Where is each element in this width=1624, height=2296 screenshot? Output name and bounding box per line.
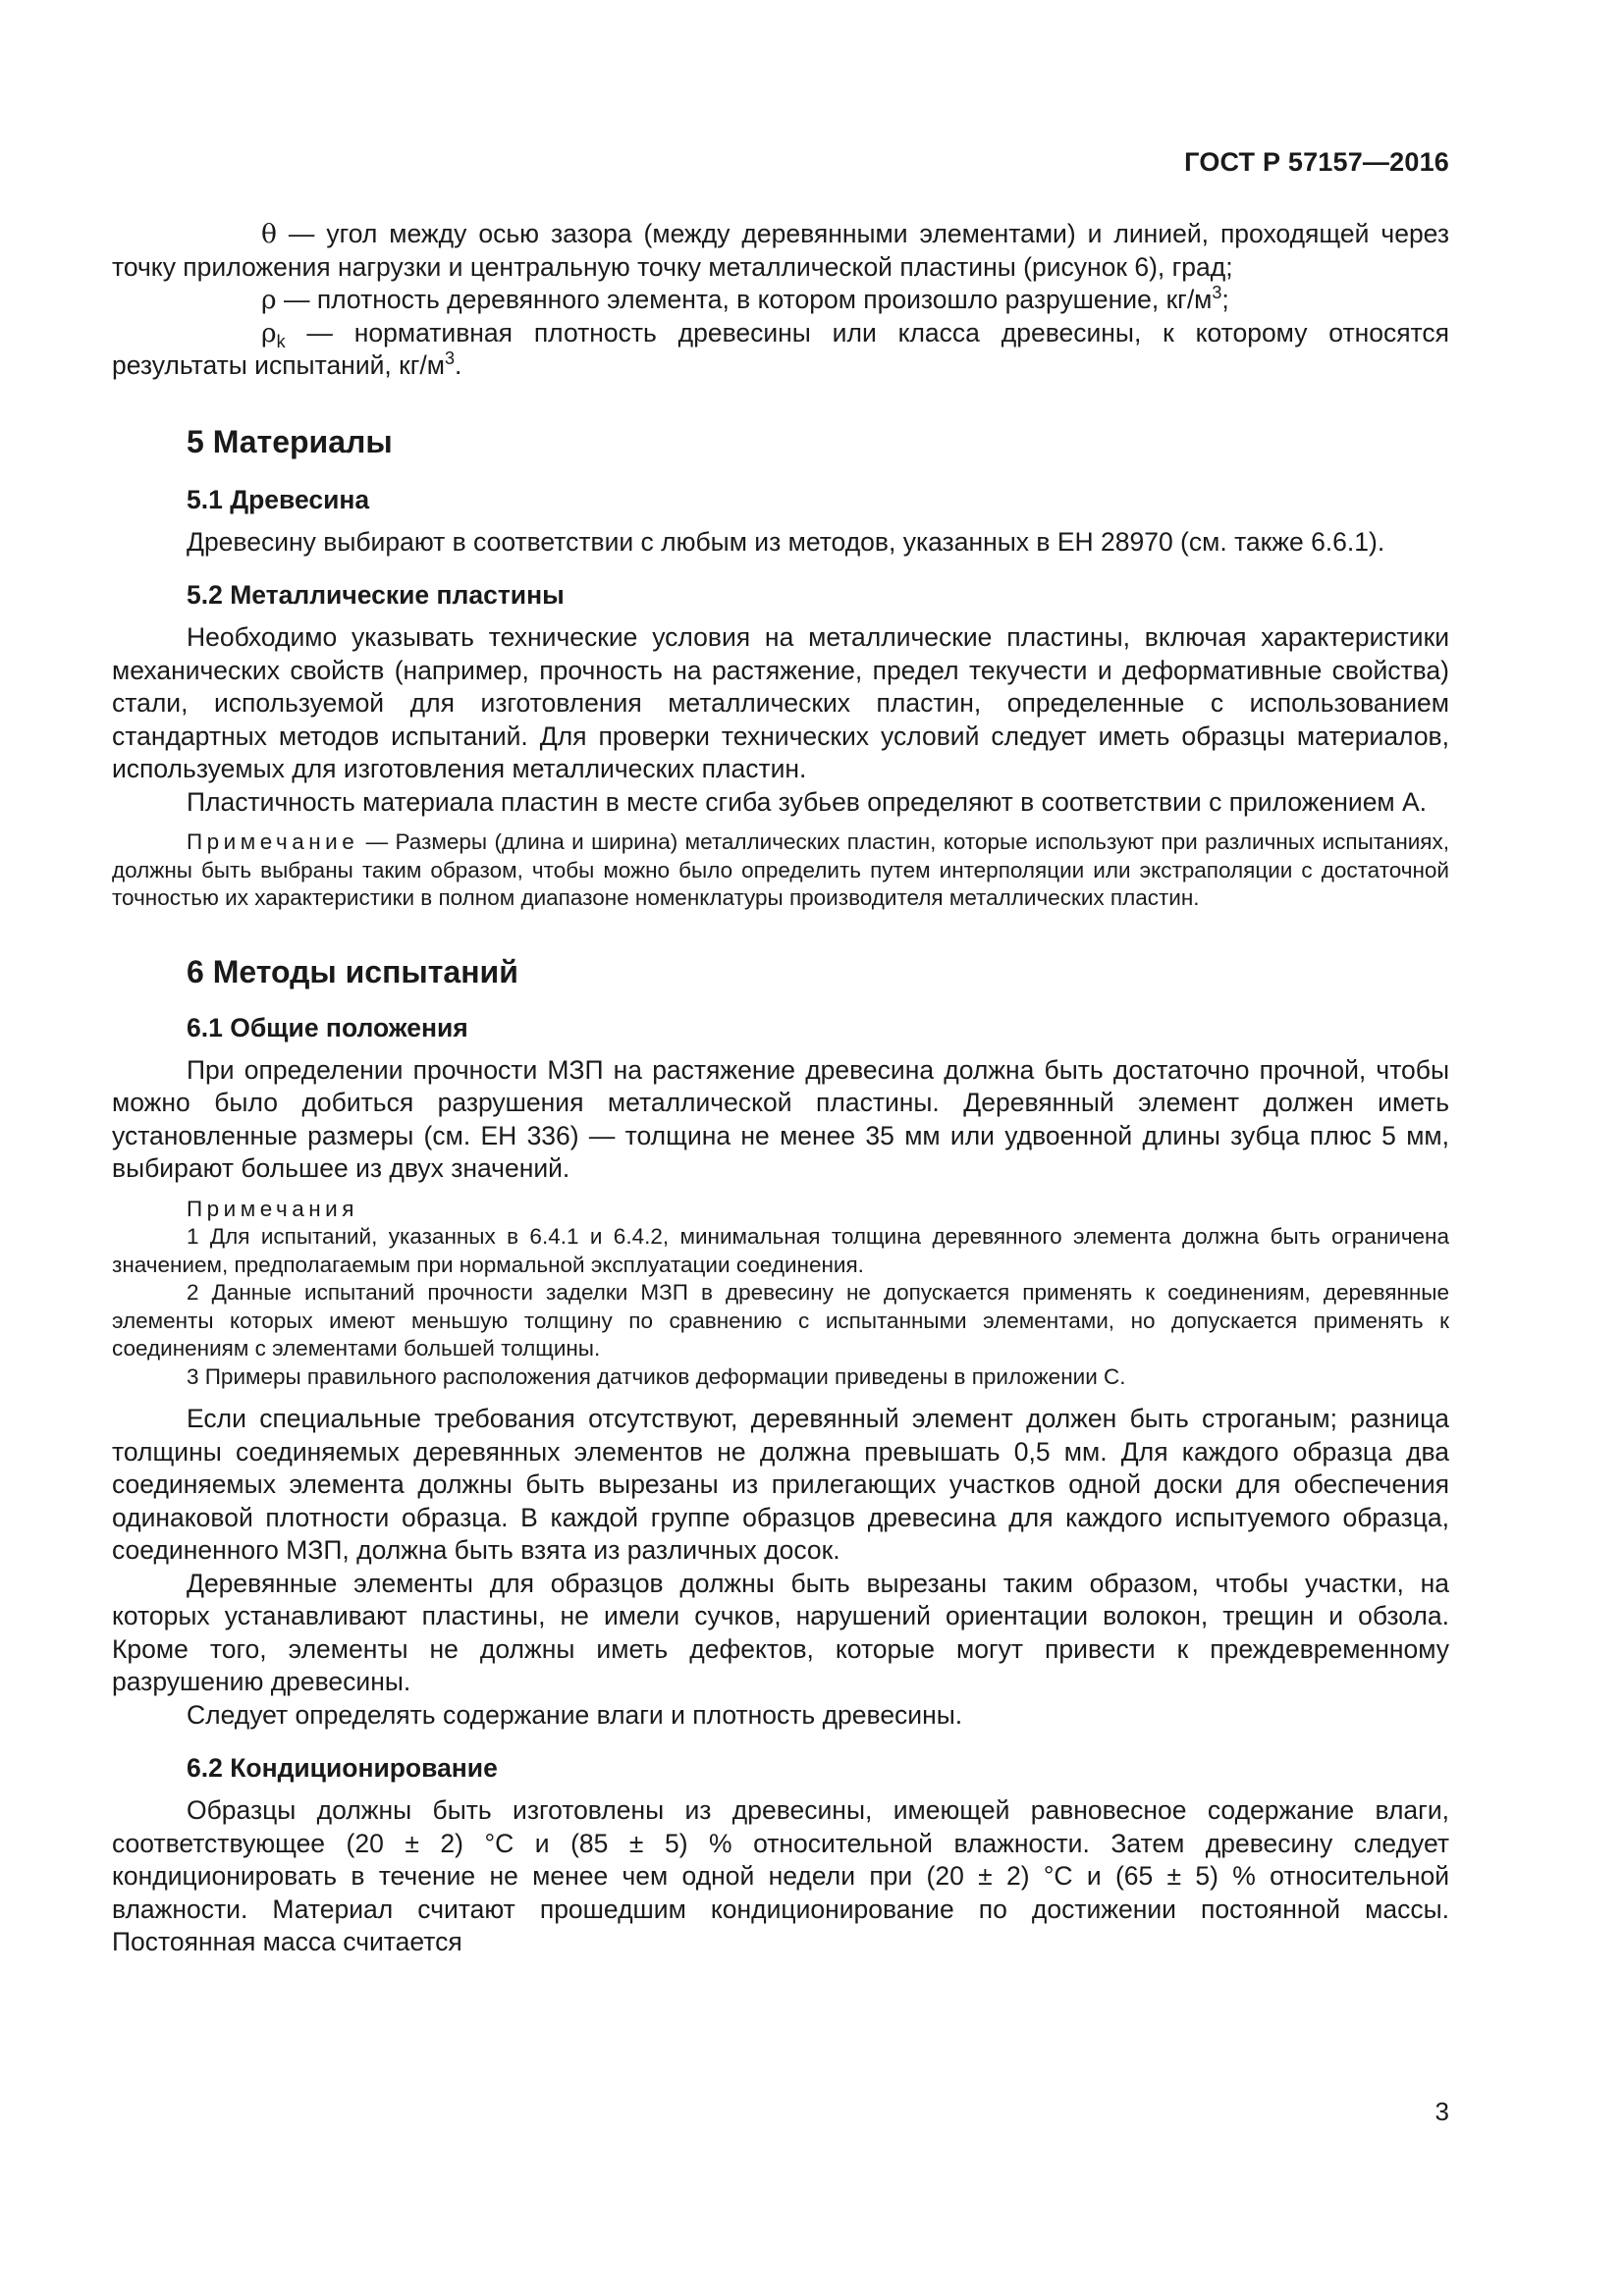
section-5-title: 5 Материалы (187, 423, 393, 459)
theta-symbol: θ (261, 219, 277, 249)
section-5-1-text: Древесину выбирают в соответствии с любым из методов, указанных в ЕН 28970 (см. также 6.6.1). (187, 526, 1385, 557)
section-5-2-paragraph-1: Необходимо указывать технические условия на металлические пластины, включая характеристики механических свойств (например, прочность на растяжение, предел текучести и деформативные свойства) стали, используемой для изготовления металлических пластин, определенные с использованием стандартных методов испытаний. Для проверки технических условий следует иметь образцы материалов, используемых для изготовления металлических пластин. (112, 622, 1449, 783)
section-5-1-title: 5.1 Древесина (187, 484, 370, 514)
note-label: Примечание (187, 829, 359, 854)
symbol-rhok-definition: $\rho_k$ — нормативная плотность древесины или класса древесины, к которому относятся результаты испытаний, $кг/м^3$. (112, 317, 1449, 380)
section-6-1-paragraph-4: Следует определять содержание влаги и плотность древесины. (187, 1699, 963, 1730)
section-5-2-paragraph-2: Пластичность материала пластин в месте сгиба зубьев определяют в соответствии с приложением А. (187, 786, 1428, 817)
section-6-1-title: 6.1 Общие положения (187, 1012, 468, 1042)
section-6-1-paragraph-2: Если специальные требования отсутствуют, деревянный элемент должен быть строганым; разница толщины соединяемых деревянных элементов не должна превышать 0,5 мм. Для каждого образца два соединяемых элемента должны быть вырезаны из прилегающих участков одной доски для обеспечения одинаковой плотности образца. В каждой группе образцов древесина для каждого испытуемого образца, соединенного МЗП, должна быть взята из различных досок. (112, 1404, 1449, 1565)
symbol-theta-definition: θ — угол между осью зазора (между деревянными элементами) и линией, проходящей через точку приложения нагрузки и центральную точку металлической пластины (рисунок 6), град; (112, 219, 1449, 282)
symbol-rho-definition: ρ — плотность деревянного элемента, в котором произошло разрушение, $кг/м^3$; (112, 284, 1449, 317)
section-6-1-notes-label: Примечания (187, 1196, 358, 1221)
section-6-1-note-3: 3 Примеры правильного расположения датчиков деформации приведены в приложении С. (187, 1363, 1126, 1389)
standard-header: ГОСТ Р 57157—2016 (1184, 147, 1449, 177)
section-6-title: 6 Методы испытаний (187, 953, 518, 989)
section-6-1-paragraph-1: При определении прочности МЗП на растяжение древесина должна быть достаточно прочной, чтобы можно было добиться разрушения металлической пластины. Деревянный элемент должен иметь установленные размеры (см. ЕН 336) — толщина не менее 35 мм или удвоенной длины зубца плюс 5 мм, выбирают большее из двух значений. (112, 1054, 1449, 1183)
rho-k-symbol: ρ (261, 317, 277, 348)
section-6-1-note-1: 1 Для испытаний, указанных в 6.4.1 и 6.4.2, минимальная толщина деревянного элемента должна быть ограничена значением, предполагаемым при нормальной эксплуатации соединения. (112, 1224, 1449, 1277)
section-6-1-note-2: 2 Данные испытаний прочности заделки МЗП в древесину не допускается применять к соединениям, деревянные элементы которых имеют меньшую толщину по сравнению с испытанными элементами, но допускается применять к соединениям с элементами большей толщины. (112, 1280, 1449, 1361)
section-5-2-note: Примечание — Размеры (длина и ширина) металлических пластин, которые используют при различных испытаниях, должны быть выбраны таким образом, чтобы можно было определить путем интерполяции или экстраполяции с достаточной точностью их характеристики в полном диапазоне номенклатуры производителя металлических пластин. (112, 829, 1449, 910)
section-6-2-title: 6.2 Кондиционирование (187, 1753, 498, 1783)
section-5-2-title: 5.2 Металлические пластины (187, 580, 565, 610)
section-6-2-paragraph-1: Образцы должны быть изготовлены из древесины, имеющей равновесное содержание влаги, соответствующее (20 ± 2) °С и (85 ± 5) % относительной влажности. Затем древесину следует кондиционировать в течение не менее чем одной недели при (20 ± 2) °С и (65 ± 5) % относительной влажности. Материал считают прошедшим кондиционирование по достижении постоянной массы. Постоянная масса считается (112, 1795, 1449, 1956)
section-6-1-paragraph-3: Деревянные элементы для образцов должны быть вырезаны таким образом, чтобы участки, на которых устанавливают пластины, не имели сучков, нарушений ориентации волокон, трещин и обзола. Кроме того, элементы не должны иметь дефектов, которые могут привести к преждевременному разрушению древесины. (112, 1568, 1449, 1696)
page-number: 3 (1435, 2097, 1449, 2126)
page-content (112, 218, 1449, 1959)
rho-symbol: ρ (261, 285, 277, 315)
